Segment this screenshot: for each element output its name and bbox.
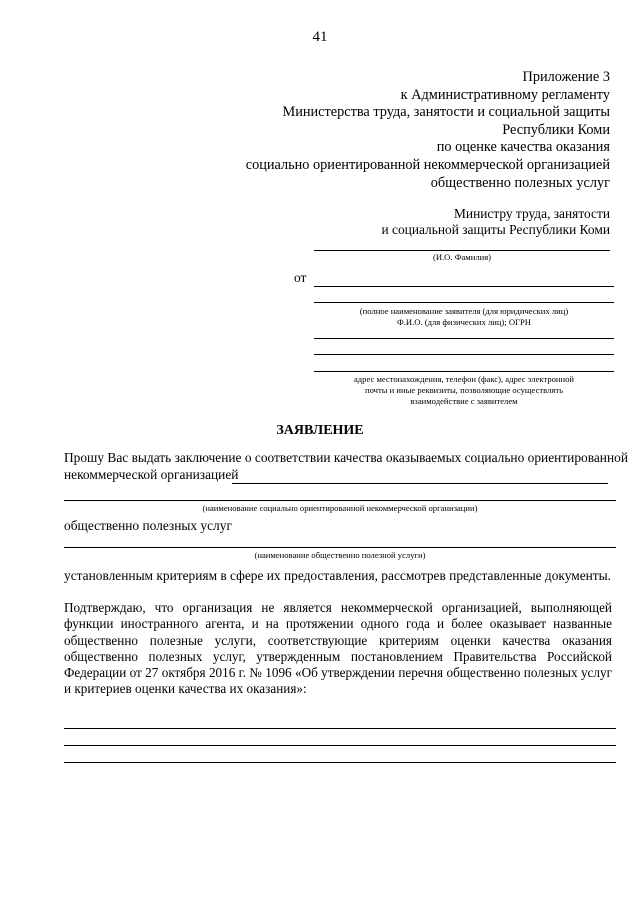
applicant-field-line[interactable] [314, 286, 614, 287]
confirmation-paragraph: Подтверждаю, что организация не является некоммерческой организацией, выполняющей функции иностранного агента, и на протяжении одного года и более оказывает названные общественно полезные услуги, соответствующие критериям оценки качества оказания общественно полезных услуг, утвержденным постановлением Правительства Российской Федерации от 27 октября 2016 г. № 1096 «Об утверждении перечня общественно полезных услуг и критериев оценки качества их оказания»: [64, 600, 612, 697]
applicant-caption [314, 306, 614, 328]
applicant-caption-line: (полное наименование заявителя (для юридических лиц) [359, 306, 569, 316]
from-label: от [294, 270, 307, 285]
org-name-field-line[interactable] [64, 500, 616, 501]
applicant-field-line[interactable] [314, 302, 614, 303]
address-caption-line: адрес местонахождения, телефон (факс), адрес электронной [353, 374, 575, 384]
address-caption-line: почты и иные реквизиты, позволяющие осуществлять [364, 385, 564, 396]
address-caption-line: взаимодействие с заявителем [410, 396, 518, 407]
address-caption [314, 374, 614, 408]
blank-line[interactable] [64, 728, 616, 729]
services-text: общественно полезных услуг [64, 518, 232, 533]
applicant-caption-line: Ф.И.О. (для физических лиц); ОГРН [396, 317, 531, 328]
name-caption: (И.О. Фамилия) [432, 252, 492, 262]
org-caption: (наименование социально ориентированной некоммерческой организации) [202, 503, 478, 513]
request-text [64, 450, 629, 483]
service-name-field-line[interactable] [64, 547, 616, 548]
request-line: некоммерческой организацией [64, 466, 239, 482]
criteria-text: установленным критериям в сфере их предоставления, рассмотрев представленные документы. [64, 568, 612, 583]
appendix-header [246, 69, 610, 192]
service-caption: (наименование общественно полезной услуги) [254, 550, 426, 560]
name-field-line[interactable] [314, 250, 610, 251]
request-line: Прошу Вас выдать заключение о соответствии качества оказываемых социально ориентированной [64, 450, 629, 465]
page-number: 41 [312, 29, 328, 45]
recipient-line: Министру труда, занятости [454, 206, 610, 221]
recipient-block [382, 206, 610, 239]
appendix-line: к Административному регламенту [400, 86, 610, 103]
address-field-line[interactable] [314, 338, 614, 339]
org-name-field-line[interactable] [232, 483, 608, 484]
blank-line[interactable] [64, 762, 616, 763]
appendix-line: Приложение 3 [522, 69, 610, 85]
address-field-line[interactable] [314, 371, 614, 372]
recipient-line: и социальной защиты Республики Коми [381, 222, 610, 238]
address-field-line[interactable] [314, 354, 614, 355]
blank-line[interactable] [64, 745, 616, 746]
appendix-line: по оценке качества оказания [436, 139, 610, 156]
appendix-line: Республики Коми [502, 121, 610, 138]
appendix-line: общественно полезных услуг [430, 174, 610, 191]
document-title: ЗАЯВЛЕНИЕ [276, 423, 364, 438]
appendix-line: Министерства труда, занятости и социальной защиты [282, 104, 610, 121]
appendix-line: социально ориентированной некоммерческой организацией [245, 156, 610, 173]
